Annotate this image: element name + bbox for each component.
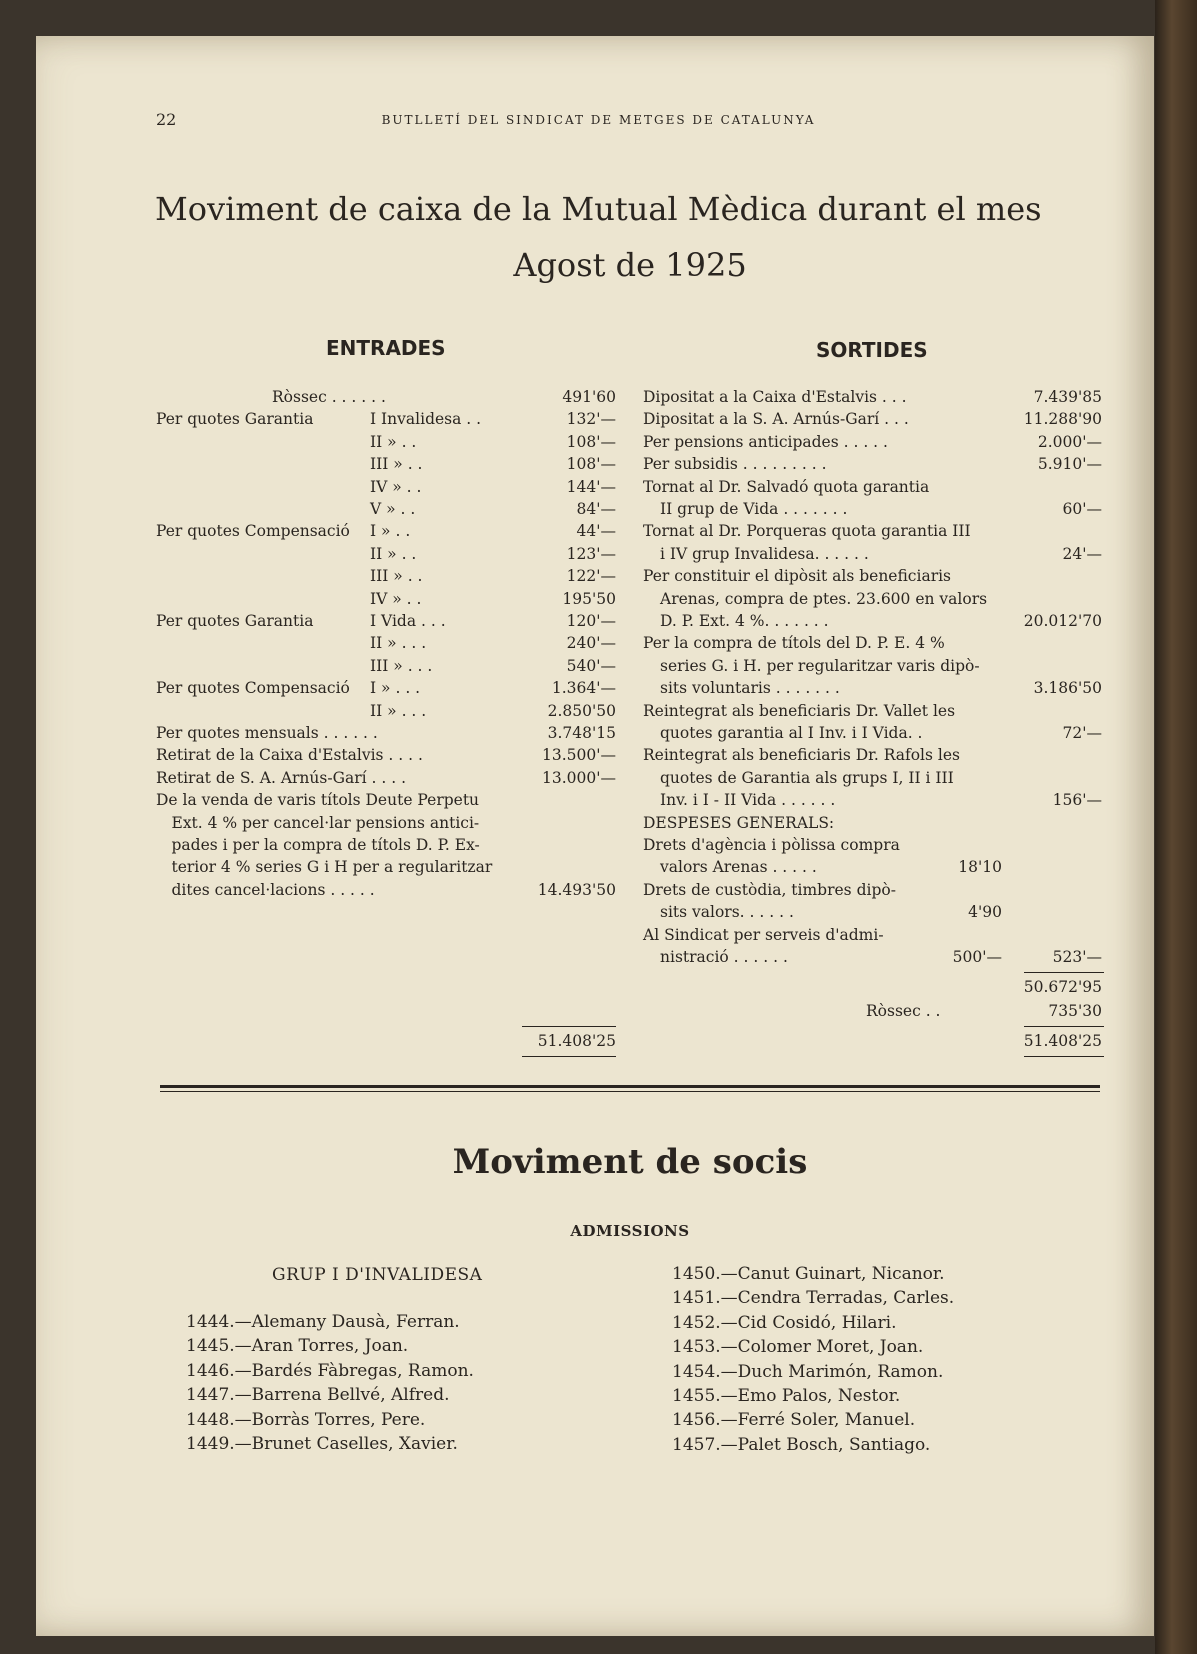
entrades-row-label: Per quotes mensuals . . . . . . (156, 724, 378, 742)
entrades-row-amount: 14.493'50 (537, 880, 616, 899)
sortides-total-rule-bottom (1024, 1056, 1104, 1057)
entrades-row-sub: I » . . . (370, 679, 421, 698)
entrades-row-amount: 84'— (576, 500, 616, 518)
entrades-row-sub: IV » . . (370, 477, 422, 496)
sortides-row-text: Inv. i I - II Vida . . . . . . (660, 791, 836, 810)
sortides-row-text: Drets de custòdia, timbres dipò- (643, 880, 896, 899)
entrades-row-sub: III » . . . (370, 656, 433, 675)
member-entry: 1446.—Bardés Fàbregas, Ramon. (186, 1360, 474, 1381)
entrades-row-amount: 123'— (566, 544, 616, 563)
entrades-row-label: Per quotes Compensació (156, 679, 350, 698)
sortides-total: 51.408'25 (1023, 1032, 1102, 1050)
entrades-row-amount: 3.748'15 (547, 724, 616, 742)
section-divider-thick (160, 1085, 1100, 1088)
sortides-row-text: Reintegrat als beneficiaris Dr. Rafols les (643, 746, 960, 765)
admissions-heading: ADMISSIONS (570, 1222, 690, 1240)
sortides-row-text: Dipositat a la Caixa d'Estalvis . . . (643, 388, 907, 406)
entrades-total: 51.408'25 (537, 1032, 616, 1050)
member-entry: 1448.—Borràs Torres, Pere. (186, 1409, 426, 1430)
member-entry: 1452.—Cid Cosidó, Hilari. (672, 1312, 897, 1333)
entrades-row-label: Retirat de S. A. Arnús-Garí . . . . (156, 768, 406, 787)
sortides-row-text: i IV grup Invalidesa. . . . . . (660, 544, 869, 563)
entrades-heading: ENTRADES (326, 336, 446, 360)
main-title-line2: Agost de 1925 (513, 246, 747, 284)
entrades-row-amount: 108'— (566, 455, 616, 474)
sortides-row-text: DESPESES GENERALS: (643, 813, 835, 832)
entrades-row-sub: IV » . . (370, 589, 422, 608)
sortides-row-text: Per pensions anticipades . . . . . (643, 432, 888, 451)
sortides-row-text: valors Arenas . . . . . (660, 858, 817, 877)
entrades-row-amount: 132'— (566, 410, 616, 429)
entrades-row-amount: 540'— (566, 656, 616, 675)
running-header: BUTLLETÍ DEL SINDICAT DE METGES DE CATALUNYA (381, 113, 816, 127)
entrades-row-amount: 122'— (566, 567, 616, 586)
entrades-row-label: Retirat de la Caixa d'Estalvis . . . . (156, 746, 423, 765)
member-entry: 1456.—Ferré Soler, Manuel. (672, 1410, 916, 1431)
member-entry: 1455.—Emo Palos, Nestor. (672, 1386, 901, 1406)
entrades-row-sub: I » . . (370, 522, 411, 541)
member-entry: 1457.—Palet Bosch, Santiago. (672, 1434, 931, 1455)
sortides-row-amount: 2.000'— (1037, 432, 1102, 451)
entrades-row-label: terior 4 % series G i H per a regularitzar (156, 858, 493, 877)
member-entry: 1444.—Alemany Dausà, Ferran. (186, 1312, 460, 1332)
member-entry: 1449.—Brunet Caselles, Xavier. (186, 1434, 458, 1454)
entrades-row-label: Ext. 4 % per cancel·lar pensions antici- (156, 813, 480, 832)
sortides-row-amount: 11.288'90 (1023, 410, 1102, 429)
sortides-row-amount: 20.012'70 (1023, 612, 1102, 630)
entrades-row-amount: 195'50 (562, 589, 616, 608)
group-heading: GRUP I D'INVALIDESA (272, 1265, 483, 1285)
entrades-row-sub: III » . . (370, 455, 423, 474)
entrades-row-sub: II » . . (370, 432, 417, 451)
entrades-row-label: pades i per la compra de títols D. P. Ex- (156, 836, 480, 854)
entrades-row-sub: II » . . . (370, 701, 427, 720)
sortides-row-text: sits voluntaris . . . . . . . (660, 679, 840, 698)
entrades-row-sub: I Vida . . . (370, 612, 446, 630)
entrades-row-label: Per quotes Garantia (156, 410, 314, 429)
entrades-row-amount: 13.000'— (542, 768, 616, 787)
sortides-row-amount: 72'— (1062, 724, 1102, 742)
entrades-row-sub: III » . . (370, 567, 423, 586)
sortides-rossec-amount: 735'30 (1048, 1002, 1102, 1020)
sortides-row-text: nistració . . . . . . (660, 948, 788, 966)
sortides-total-rule-top (1024, 1026, 1104, 1027)
member-entry: 1451.—Cendra Terradas, Carles. (672, 1288, 955, 1309)
entrades-row-label: dites cancel·lacions . . . . . (156, 880, 375, 899)
entrades-row-amount: 240'— (566, 634, 616, 653)
member-entry: 1453.—Colomer Moret, Joan. (672, 1337, 924, 1358)
entrades-row-sub: V » . . (370, 500, 416, 518)
entrades-row-sub: II » . . . (370, 634, 427, 653)
entrades-row-label: Per quotes Garantia (156, 612, 314, 630)
sortides-row-text: Tornat al Dr. Salvadó quota garantia (643, 477, 930, 496)
sortides-row-amount: 156'— (1052, 791, 1102, 810)
entrades-row-amount: 108'— (566, 432, 616, 451)
sortides-row-text: Per subsidis . . . . . . . . . (643, 455, 827, 474)
entrades-total-rule-top (522, 1026, 616, 1027)
sortides-row-amount: 523'— (1052, 948, 1102, 966)
entrades-row-sub: I Invalidesa . . (370, 410, 482, 429)
sortides-row-text: sits valors. . . . . . (660, 903, 794, 922)
entrades-row-label: Per quotes Compensació (156, 522, 350, 541)
sortides-row-text: Tornat al Dr. Porqueras quota garantia III (643, 522, 971, 541)
entrades-row-amount: 13.500'— (542, 746, 616, 765)
sortides-row-partial: 18'10 (958, 858, 1002, 877)
sortides-row-amount: 60'— (1062, 500, 1102, 518)
entrades-row-sub: II » . . (370, 544, 417, 563)
member-entry: 1450.—Canut Guinart, Nicanor. (672, 1264, 945, 1284)
sortides-row-text: D. P. Ext. 4 %. . . . . . . (660, 612, 829, 630)
sortides-row-text: Al Sindicat per serveis d'admi- (643, 925, 884, 944)
sortides-row-text: Arenas, compra de ptes. 23.600 en valors (660, 589, 988, 608)
entrades-row-amount: 491'60 (562, 388, 616, 406)
sortides-row-text: Per la compra de títols del D. P. E. 4 % (643, 634, 945, 653)
sortides-subtotal: 50.672'95 (1023, 978, 1102, 996)
entrades-row-amount: 144'— (566, 477, 616, 496)
entrades-row-amount: 44'— (576, 522, 616, 541)
sortides-row-text: Drets d'agència i pòlissa compra (643, 836, 900, 854)
main-title-line1: Moviment de caixa de la Mutual Mèdica durant el mes (155, 190, 1042, 228)
sortides-row-partial: 4'90 (968, 903, 1002, 922)
sortides-row-text: Dipositat a la S. A. Arnús-Garí . . . (643, 410, 909, 429)
sortides-subtotal-rule (1024, 972, 1104, 973)
page-number: 22 (156, 110, 177, 129)
entrades-row-amount: 1.364'— (551, 679, 616, 698)
sortides-heading: SORTIDES (816, 338, 928, 362)
sortides-row-text: II grup de Vida . . . . . . . (660, 500, 848, 518)
member-entry: 1454.—Duch Marimón, Ramon. (672, 1361, 944, 1382)
sortides-row-amount: 24'— (1062, 544, 1102, 563)
entrades-row-sub: Ròssec . . . . . . (272, 388, 386, 406)
sortides-row-amount: 5.910'— (1037, 455, 1102, 474)
sortides-row-text: Per constituir el dipòsit als beneficiaris (643, 567, 952, 586)
sortides-row-text: Reintegrat als beneficiaris Dr. Vallet les (643, 701, 956, 720)
entrades-total-rule-bottom (522, 1056, 616, 1057)
sortides-rossec-label: Ròssec . . (866, 1002, 941, 1020)
sortides-row-amount: 7.439'85 (1033, 388, 1102, 406)
member-entry: 1447.—Barrena Bellvé, Alfred. (186, 1385, 450, 1406)
socis-title: Moviment de socis (452, 1142, 808, 1182)
sortides-row-text: quotes garantia al I Inv. i I Vida. . (660, 724, 923, 742)
member-entry: 1445.—Aran Torres, Joan. (186, 1336, 409, 1357)
entrades-row-label: De la venda de varis títols Deute Perpetu (156, 791, 480, 810)
entrades-row-amount: 2.850'50 (547, 701, 616, 720)
sortides-row-text: quotes de Garantia als grups I, II i III (660, 768, 954, 787)
sortides-row-text: series G. i H. per regularitzar varis dipò- (660, 656, 980, 675)
section-divider-thin (160, 1091, 1100, 1092)
sortides-row-partial: 500'— (952, 948, 1002, 966)
entrades-row-amount: 120'— (566, 612, 616, 630)
sortides-row-amount: 3.186'50 (1033, 679, 1102, 698)
